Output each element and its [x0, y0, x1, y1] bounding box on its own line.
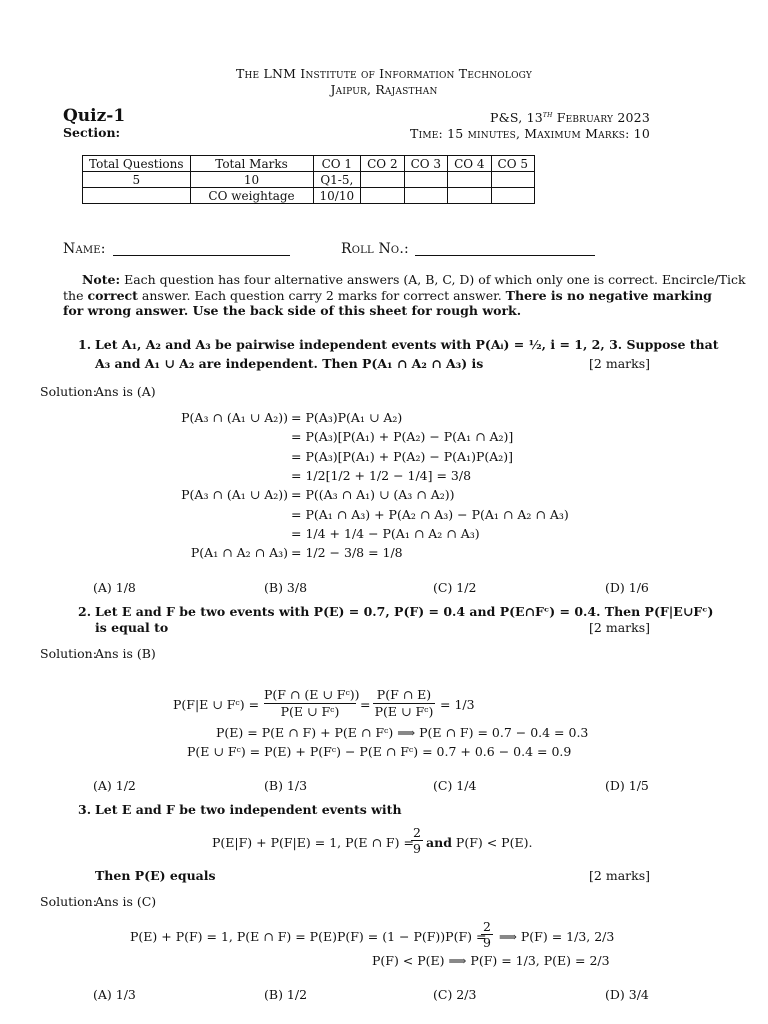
note-text: answer. Each question carry 2 marks for correct answer. — [137, 288, 506, 303]
q1-work-rhs: = P((A₃ ∩ A₁) ∪ (A₃ ∩ A₂)) — [291, 487, 455, 502]
q3-display-condition: P(F) < P(E). — [455, 835, 533, 850]
table-cell — [448, 188, 491, 204]
q2-frac2 — [373, 687, 435, 719]
q2-option-c[interactable]: (C) 1/4 — [433, 778, 477, 793]
table-cell: 5 — [83, 172, 191, 188]
q1-option-c[interactable]: (C) 1/2 — [433, 580, 477, 595]
table-cell — [83, 188, 191, 204]
note-label: Note: — [82, 272, 121, 287]
q3-frac-denominator: 9 — [413, 841, 421, 856]
q3-display-and: and — [426, 835, 452, 850]
q1-work-lhs: P(A₃ ∩ (A₁ ∪ A₂)) — [181, 487, 288, 502]
course-date: P&S, 13th February 2023 — [489, 110, 650, 126]
q3-work-frac-denominator: 9 — [483, 935, 491, 950]
q3-work-frac-numerator: 2 — [481, 919, 493, 935]
q1-text-line-1: Let A₁, A₂ and A₃ be pairwise independent events with P(Aᵢ) = ½, i = 1, 2, 3. Suppose that — [95, 337, 719, 352]
q3-work-post: ⟹ P(F) = 1/3, 2/3 — [499, 929, 615, 944]
q1-work-lhs: P(A₃ ∩ (A₁ ∪ A₂)) — [181, 410, 288, 425]
institute-name: The LNM Institute of Information Technology — [235, 66, 533, 81]
q1-option-d[interactable]: (D) 1/6 — [605, 580, 649, 595]
table-cell: CO 1 — [313, 156, 361, 172]
q3-text-line-1: Let E and F be two independent events with — [95, 802, 402, 817]
table-cell: 10/10 — [313, 188, 361, 204]
q2-marks: [2 marks] — [589, 620, 650, 635]
q2-option-b[interactable]: (B) 1/3 — [264, 778, 308, 793]
q1-work-rhs: = P(A₃)[P(A₁) + P(A₂) − P(A₁)P(A₂)] — [291, 449, 514, 464]
time-marks: Time: 15 minutes, Maximum Marks: 10 — [410, 126, 650, 141]
note-text-bold: correct — [87, 288, 138, 303]
q3-option-b[interactable]: (B) 1/2 — [264, 987, 308, 1002]
q1-work-rhs: = P(A₃)P(A₁ ∪ A₂) — [291, 410, 403, 425]
roll-label: Roll No.: — [341, 241, 409, 257]
q1-number: 1. — [78, 337, 92, 352]
table-cell — [491, 188, 534, 204]
q2-text-line-1: Let E and F be two events with P(E) = 0.7, P(F) = 0.4 and P(E∩Fᶜ) = 0.4. Then P(F|E∪Fᶜ) — [95, 604, 714, 619]
table-cell: Q1-5, — [313, 172, 361, 188]
q1-work-rhs: = P(A₃)[P(A₁) + P(A₂) − P(A₁ ∩ A₂)] — [291, 429, 514, 444]
q1-work-lhs: P(A₁ ∩ A₂ ∩ A₃) — [190, 545, 288, 560]
q1-solution-label: Solution: — [40, 384, 97, 399]
q3-text-line-2: Then P(E) equals — [95, 868, 216, 883]
table-cell: CO 5 — [491, 156, 534, 172]
table-row — [83, 172, 535, 188]
note-text: the — [63, 288, 88, 303]
q1-option-a[interactable]: (A) 1/8 — [93, 580, 136, 595]
q2-frac-equals: = — [360, 697, 371, 712]
q3-option-d[interactable]: (D) 3/4 — [605, 987, 649, 1002]
table-cell: CO 3 — [404, 156, 447, 172]
name-label: Name: — [63, 241, 106, 257]
q3-work-frac — [481, 919, 493, 950]
q2-frac1-denominator: P(E ∪ Fᶜ) — [280, 704, 340, 719]
q3-frac-numerator: 2 — [411, 825, 423, 841]
q2-frac1-numerator: P(F ∩ (E ∪ Fᶜ)) — [264, 687, 360, 702]
note-line-3: for wrong answer. Use the back side of this sheet for rough work. — [63, 303, 522, 318]
q3-display-frac — [411, 825, 423, 856]
table-cell — [361, 172, 404, 188]
name-field[interactable] — [113, 255, 290, 256]
note-text-bold: There is no negative marking — [505, 288, 712, 303]
institute-location: Jaipur, Rajasthan — [330, 82, 438, 97]
co-table-header-row — [83, 156, 535, 172]
q3-number: 3. — [78, 802, 92, 817]
q3-marks: [2 marks] — [589, 868, 650, 883]
table-cell: CO 2 — [361, 156, 404, 172]
q3-work-line-2: P(F) < P(E) ⟹ P(F) = 1/3, P(E) = 2/3 — [372, 953, 610, 968]
table-cell — [491, 172, 534, 188]
table-cell: Total Questions — [83, 156, 191, 172]
q3-option-c[interactable]: (C) 2/3 — [433, 987, 477, 1002]
note-text: Each question has four alternative answers (A, B, C, D) of which only one is correct. Encircle/Tick — [120, 272, 746, 287]
roll-field[interactable] — [415, 255, 595, 256]
table-cell: CO 4 — [448, 156, 491, 172]
q2-frac1 — [264, 687, 360, 719]
q2-frac2-numerator: P(F ∩ E) — [373, 687, 435, 704]
q2-work-line-3: P(E ∪ Fᶜ) = P(E) + P(Fᶜ) − P(E ∩ Fᶜ) = 0.7 + 0.6 − 0.4 = 0.9 — [187, 744, 572, 759]
q3-display-pre: P(E|F) + P(F|E) = 1, P(E ∩ F) = — [212, 835, 414, 850]
q3-option-a[interactable]: (A) 1/3 — [93, 987, 136, 1002]
table-cell — [404, 188, 447, 204]
q3-solution-answer: Ans is (C) — [95, 894, 157, 909]
q1-marks: [2 marks] — [589, 356, 650, 371]
table-cell: Total Marks — [190, 156, 313, 172]
table-cell: 10 — [190, 172, 313, 188]
note-line-2 — [63, 288, 712, 303]
note-line-1 — [82, 272, 746, 287]
q2-solution-answer: Ans is (B) — [95, 646, 156, 661]
q1-work-rhs: = 1/2 − 3/8 = 1/8 — [291, 545, 403, 560]
q2-option-a[interactable]: (A) 1/2 — [93, 778, 136, 793]
q1-work-rhs: = 1/2[1/2 + 1/2 − 1/4] = 3/8 — [291, 468, 472, 483]
table-cell: CO weightage — [190, 188, 313, 204]
q1-work-rhs: = 1/4 + 1/4 − P(A₁ ∩ A₂ ∩ A₃) — [291, 526, 480, 541]
q1-text-line-2: A₃ and A₁ ∪ A₂ are independent. Then P(A₁ ∩ A₂ ∩ A₃) is — [95, 356, 484, 371]
q2-frac2-denominator: P(E ∪ Fᶜ) — [374, 704, 434, 719]
q2-frac-tail: = 1/3 — [440, 697, 475, 712]
q3-display-post — [426, 835, 532, 850]
table-cell — [404, 172, 447, 188]
q2-solution-label: Solution: — [40, 646, 97, 661]
table-cell — [448, 172, 491, 188]
q2-work-line-2: P(E) = P(E ∩ F) + P(E ∩ Fᶜ) ⟹ P(E ∩ F) = 0.7 − 0.4 = 0.3 — [216, 725, 589, 740]
q2-number: 2. — [78, 604, 92, 619]
q1-option-b[interactable]: (B) 3/8 — [264, 580, 308, 595]
table-row — [83, 188, 535, 204]
q3-solution-label: Solution: — [40, 894, 97, 909]
q2-frac-lhs: P(F|E ∪ Fᶜ) = — [173, 697, 260, 712]
q2-text-line-2: is equal to — [95, 620, 169, 635]
q2-option-d[interactable]: (D) 1/5 — [605, 778, 649, 793]
q1-work-rhs: = P(A₁ ∩ A₃) + P(A₂ ∩ A₃) − P(A₁ ∩ A₂ ∩ A₃) — [291, 507, 569, 522]
quiz-title: Quiz-1 — [63, 106, 126, 126]
q1-solution-answer: Ans is (A) — [95, 384, 156, 399]
q3-work-pre: P(E) + P(F) = 1, P(E ∩ F) = P(E)P(F) = (1 − P(F))P(F) = — [130, 929, 487, 944]
table-cell — [361, 188, 404, 204]
section-label: Section: — [63, 125, 121, 140]
co-table — [82, 155, 535, 204]
